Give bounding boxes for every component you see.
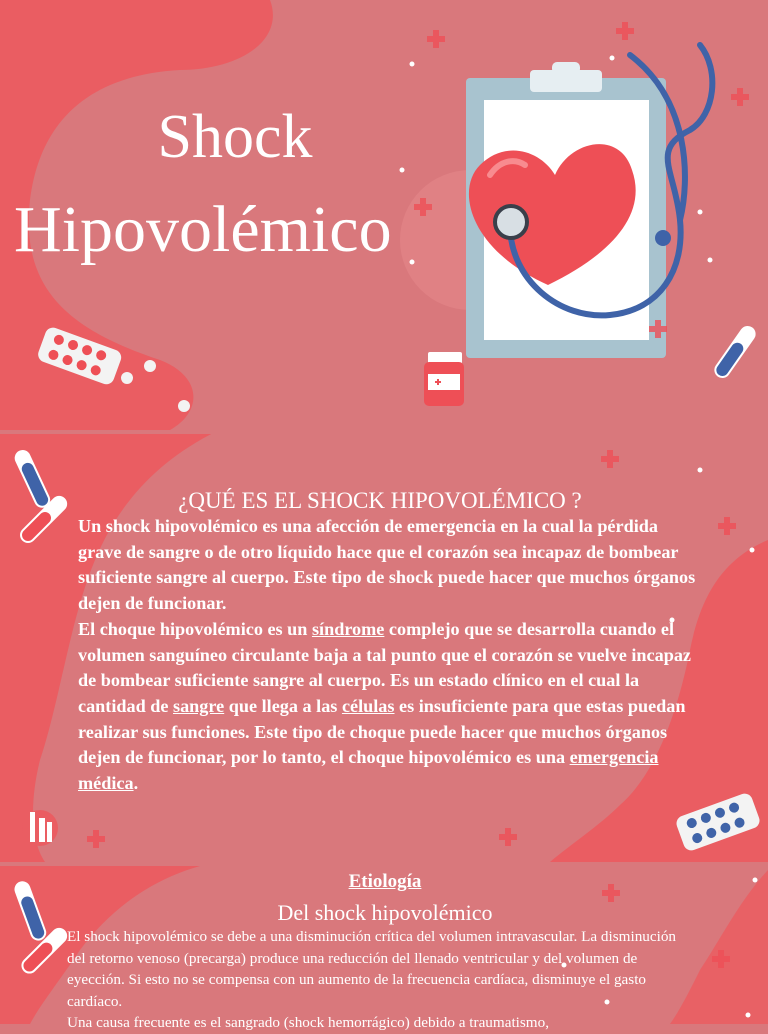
link-emergencia-medica[interactable]: emergencia médica	[78, 747, 659, 794]
text-segment: El choque hipovolémico es un	[78, 618, 312, 639]
separator-band-bottom	[0, 862, 768, 866]
test-tube-icon	[711, 323, 759, 381]
link-celulas[interactable]: células	[341, 695, 395, 716]
separator-band-top	[0, 430, 768, 434]
title-line-1: Shock	[157, 103, 313, 171]
text-segment: complejo que se desarrolla cuando el volumen sanguíneo circulante baja a tal punto que el corazón se vuelve incapaz de bombear suficiente sangre al cuerpo. Es un estado clínico en el cual la cantidad de	[78, 618, 691, 716]
text-segment: que llega a las	[224, 695, 342, 716]
vial-set-icon	[22, 810, 58, 846]
etiology-paragraph: El shock hipovolémico se debe a una disminución crítica del volumen intravascular. La disminución del retorno venoso (precarga) produce una reducción del llenado ventricular y del volumen de eyección. Si esto no se compensa con un aumento de la frecuencia cardíaca, disminuye el gasto cardíaco.	[67, 928, 677, 1010]
etiology-body	[67, 926, 687, 1034]
link-sangre[interactable]: sangre	[173, 695, 225, 716]
section-body	[78, 514, 703, 797]
paragraph-syndrome	[78, 617, 703, 797]
section-heading-what-is: ¿QUÉ ES EL SHOCK HIPOVOLÉMICO ?	[178, 488, 582, 513]
etiology-paragraph: Una causa frecuente es el sangrado (shock hemorrágico) debido a traumatismo,	[67, 1014, 550, 1031]
link-sindrome[interactable]: síndrome	[311, 618, 385, 639]
etiology-subtitle: Del shock hipovolémico	[277, 900, 493, 925]
text-segment: .	[133, 773, 139, 794]
etiology-title: Etiología	[348, 871, 422, 892]
text-segment: es insuficiente para que estas puedan realizar sus funciones. Este tipo de choque puede hacer que muchos órganos dejen de funcionar, por lo tanto, el choque hipovolémico es una	[78, 695, 686, 768]
title-line-2: Hipovolémico	[14, 193, 392, 266]
medicine-bottle-icon	[424, 352, 464, 406]
paragraph-definition: Un shock hipovolémico es una afección de emergencia en la cual la pérdida grave de sangre o de otro líquido hace que el corazón sea incapaz de bombear suficiente sangre al cuerpo. Este tipo de shock puede hacer que muchos órganos dejen de funcionar.	[78, 516, 696, 614]
